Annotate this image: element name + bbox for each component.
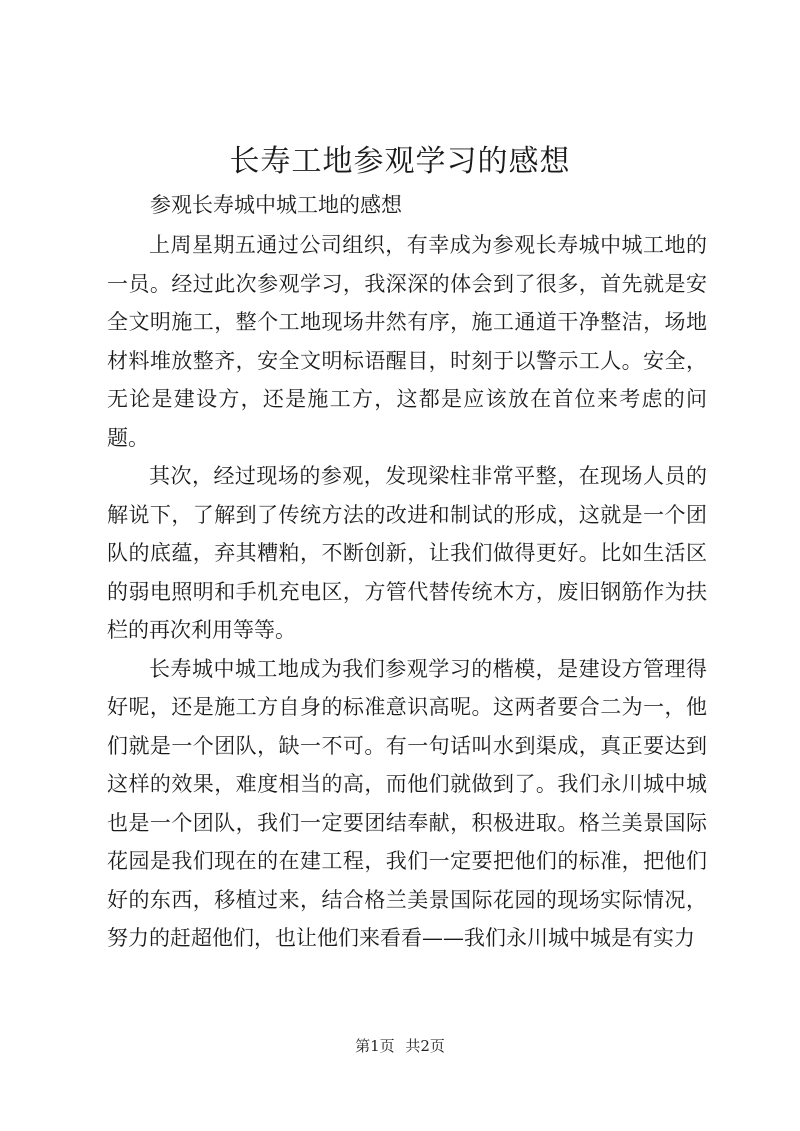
page-total: 共2页: [405, 1037, 445, 1055]
paragraph: 上周星期五通过公司组织，有幸成为参观长寿城中城工地的一员。经过此次参观学习，我深深的体会到了很多，首先就是安全文明施工，整个工地现场井然有序，施工通道干净整洁，场地材料堆放整齐，安全文明标语醒目，时刻于以警示工人。安全，无论是建设方，还是施工方，这都是应该放在首位来考虑的问题。: [107, 233, 707, 450]
document-subtitle: 参观长寿城中城工地的感想: [150, 193, 402, 217]
page-number: 第1页: [355, 1037, 395, 1055]
document-title: 长寿工地参观学习的感想: [229, 144, 571, 179]
paragraph: 其次，经过现场的参观，发现梁柱非常平整，在现场人员的解说下，了解到了传统方法的改进和制试的形成，这就是一个团队的底蕴，弃其糟粕，不断创新，让我们做得更好。比如生活区的弱电照明和手机充电区，方管代替传统木方，废旧钢筋作为扶栏的再次利用等等。: [107, 464, 707, 642]
document-body: [107, 226, 707, 958]
page-footer: [0, 1035, 800, 1057]
paragraph: 长寿城中城工地成为我们参观学习的楷模，是建设方管理得好呢，还是施工方自身的标准意识高呢。这两者要合二为一，他们就是一个团队，缺一不可。有一句话叫水到渠成，真正要达到这样的效果，难度相当的高，而他们就做到了。我们永川城中城也是一个团队，我们一定要团结奉献，积极进取。格兰美景国际花园是我们现在的在建工程，我们一定要把他们的标准，把他们好的东西，移植过来，结合格兰美景国际花园的现场实际情况，努力的赶超他们，也让他们来看看——我们永川城中城是有实力: [107, 656, 707, 950]
